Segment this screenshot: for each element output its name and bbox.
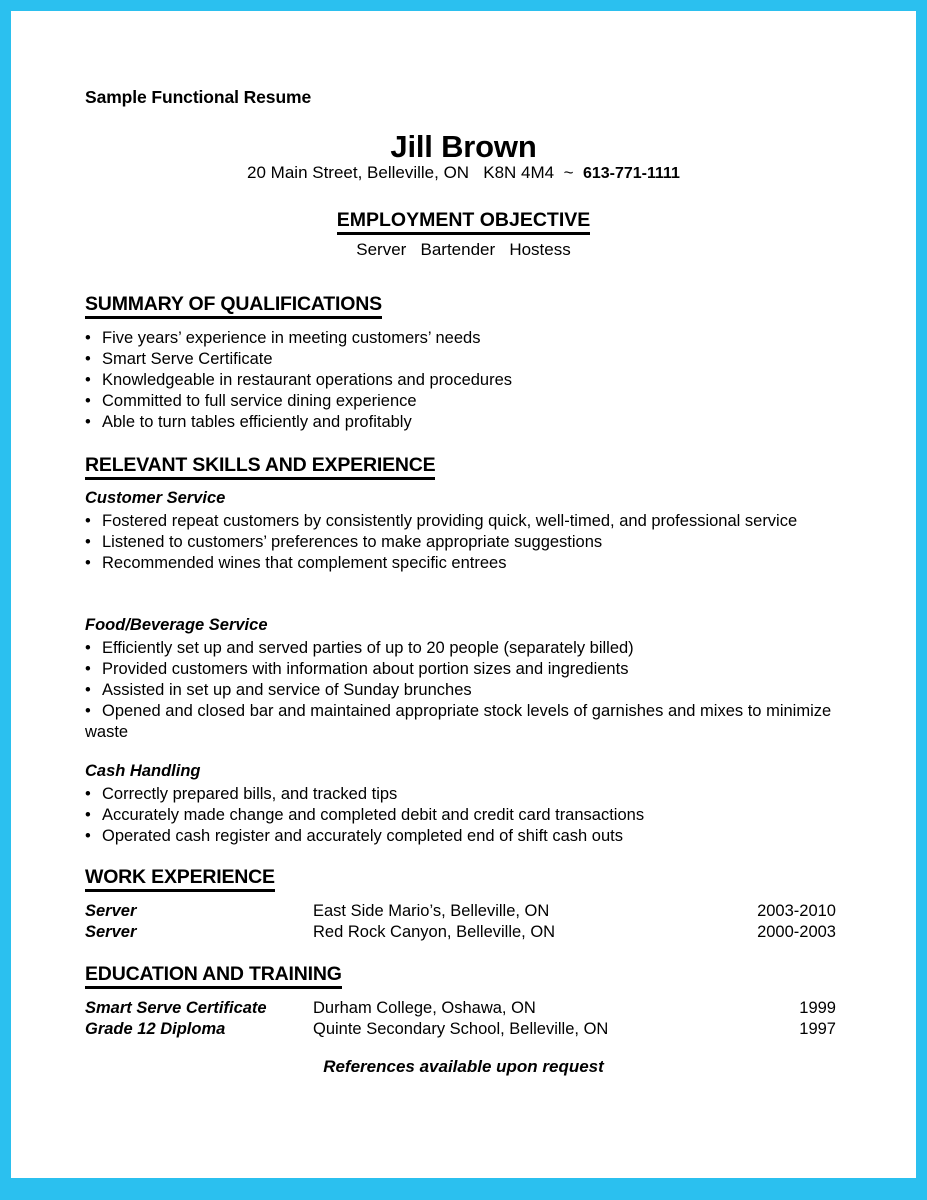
resume-page <box>11 11 916 1178</box>
bullet-icon: • <box>85 512 91 530</box>
list-item-text: Assisted in set up and service of Sunday brunches <box>102 681 472 699</box>
table-row <box>85 998 836 1019</box>
list-item <box>85 826 845 847</box>
institution: Quinte Secondary School, Belleville, ON <box>313 1020 609 1038</box>
employment-dates: 2003-2010 <box>757 902 836 920</box>
list-item <box>85 805 845 826</box>
food-beverage-bullets <box>85 638 845 743</box>
document-label: Sample Functional Resume <box>85 87 312 107</box>
section-heading-work-experience: WORK EXPERIENCE <box>85 866 275 889</box>
list-item-text: Recommended wines that complement specific entrees <box>102 554 507 572</box>
contact-line <box>11 163 916 183</box>
table-row <box>85 922 836 943</box>
credential-title: Grade 12 Diploma <box>85 1020 226 1038</box>
objective-roles: Server Bartender Hostess <box>356 240 571 259</box>
list-item-text: Opened and closed bar and maintained appropriate stock levels of garnishes and mixes to minimize waste <box>85 702 832 741</box>
list-item-text: Listened to customers’ preferences to make appropriate suggestions <box>102 533 603 551</box>
section-heading-summary: SUMMARY OF QUALIFICATIONS <box>85 293 382 316</box>
list-item <box>85 532 845 553</box>
bullet-icon: • <box>85 413 91 431</box>
bullet-icon: • <box>85 827 91 845</box>
list-item <box>85 328 845 349</box>
institution: Durham College, Oshawa, ON <box>313 999 536 1017</box>
bullet-icon: • <box>85 371 91 389</box>
subsection-heading-customer-service: Customer Service <box>85 489 226 507</box>
bullet-icon: • <box>85 554 91 572</box>
list-item <box>85 553 845 574</box>
list-item-text: Five years’ experience in meeting customers’ needs <box>102 329 481 347</box>
subsection-heading-food-beverage: Food/Beverage Service <box>85 616 268 634</box>
list-item-text: Provided customers with information about portion sizes and ingredients <box>102 660 629 678</box>
section-heading-skills: RELEVANT SKILLS AND EXPERIENCE <box>85 454 435 477</box>
work-experience-table <box>85 901 836 943</box>
list-item <box>85 370 845 391</box>
resume-document <box>11 11 916 1178</box>
list-item-text: Accurately made change and completed debit and credit card transactions <box>102 806 645 824</box>
contact-address: 20 Main Street, Belleville, ON K8N 4M4 <box>247 163 555 182</box>
job-title: Server <box>85 902 137 920</box>
contact-phone: 613-771-1111 <box>582 165 680 182</box>
bullet-icon: • <box>85 533 91 551</box>
list-item-text: Efficiently set up and served parties of up to 20 people (separately billed) <box>102 639 634 657</box>
list-item-text: Smart Serve Certificate <box>102 350 273 368</box>
page-title: Jill Brown <box>390 129 537 164</box>
table-row <box>85 1019 836 1040</box>
employer: Red Rock Canyon, Belleville, ON <box>313 923 556 941</box>
contact-separator: ~ <box>554 163 583 182</box>
references-note: References available upon request <box>323 1057 604 1076</box>
list-item <box>85 701 845 743</box>
cash-handling-bullets <box>85 784 845 847</box>
list-item <box>85 391 845 412</box>
section-heading-objective: EMPLOYMENT OBJECTIVE <box>11 209 916 232</box>
list-item-text: Operated cash register and accurately completed end of shift cash outs <box>102 827 623 845</box>
list-item <box>85 511 845 532</box>
list-item <box>85 784 845 805</box>
bullet-icon: • <box>85 702 91 720</box>
list-item <box>85 680 845 701</box>
section-heading-education: EDUCATION AND TRAINING <box>85 963 342 986</box>
list-item-text: Committed to full service dining experience <box>102 392 417 410</box>
list-item <box>85 638 845 659</box>
completion-year: 1999 <box>799 999 836 1017</box>
bullet-icon: • <box>85 639 91 657</box>
bullet-icon: • <box>85 660 91 678</box>
list-item-text: Able to turn tables efficiently and profitably <box>102 413 412 431</box>
list-item <box>85 659 845 680</box>
bullet-icon: • <box>85 785 91 803</box>
bullet-icon: • <box>85 681 91 699</box>
bullet-icon: • <box>85 392 91 410</box>
bullet-icon: • <box>85 329 91 347</box>
list-item-text: Fostered repeat customers by consistently providing quick, well-timed, and professional service <box>102 512 798 530</box>
job-title: Server <box>85 923 137 941</box>
completion-year: 1997 <box>799 1020 836 1038</box>
summary-bullets <box>85 328 845 433</box>
customer-service-bullets <box>85 511 845 574</box>
credential-title: Smart Serve Certificate <box>85 999 267 1017</box>
bullet-icon: • <box>85 350 91 368</box>
list-item <box>85 349 845 370</box>
table-row <box>85 901 836 922</box>
list-item-text: Correctly prepared bills, and tracked tips <box>102 785 398 803</box>
bullet-icon: • <box>85 806 91 824</box>
education-table <box>85 998 836 1040</box>
list-item-text: Knowledgeable in restaurant operations and procedures <box>102 371 513 389</box>
list-item <box>85 412 845 433</box>
subsection-heading-cash-handling: Cash Handling <box>85 762 201 780</box>
employer: East Side Mario’s, Belleville, ON <box>313 902 550 920</box>
employment-dates: 2000-2003 <box>757 923 836 941</box>
